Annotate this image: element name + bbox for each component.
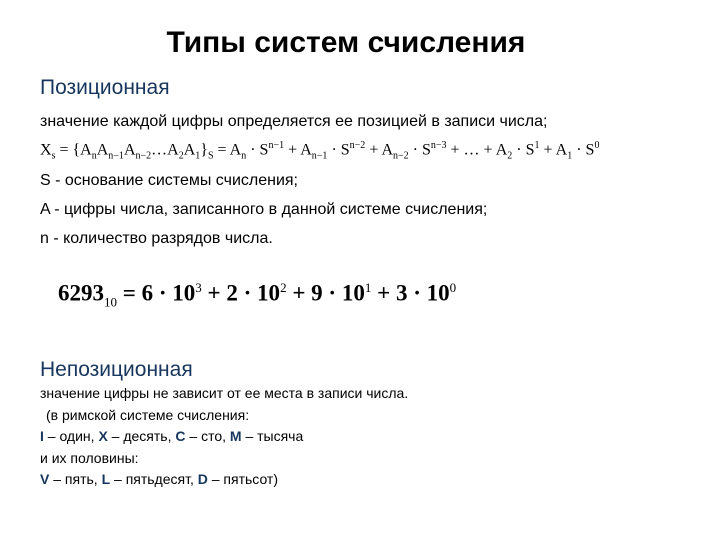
nonpositional-heading: Непозиционная [40, 358, 193, 381]
slide-title: Типы систем счисления [166, 26, 526, 59]
roman-intro: (в римской системе счисления: [46, 407, 250, 423]
roman-symbol: X [98, 428, 108, 444]
roman-symbol: V [40, 471, 50, 487]
roman-symbol: L [101, 471, 111, 487]
positional-formula: $X_s$ = $\{A_nA_{n-1}A_{n-2}\dots A_2A_1\}_S = A_n \cdot S^{n-1} + A_{n-1} \cdot S^{n-2} + A_{n-2} \cdot S^{n-3}$ + … + $A_2 \cdot S^1 + A_1 \cdot S^0$ [40, 140, 600, 162]
roman-halves-line: V – пять, L – пятьдесят, D – пятьсот) [40, 471, 279, 487]
definition-base: S - основание системы счисления; [40, 172, 298, 189]
definition-count: n - количество разрядов числа. [40, 230, 273, 247]
halves-label: и их половины: [40, 450, 139, 466]
roman-numerals-line: I – один, X – десять, C – сто, M – тысяча [40, 428, 304, 444]
example-expansion: $6293_{10} = 6 \cdot 10^3 + 2 \cdot 10^2 + 9 \cdot 10^1 + 3 \cdot 10^0$ [58, 280, 457, 310]
roman-symbol: D [197, 471, 208, 487]
roman-symbol: I [40, 428, 44, 444]
positional-heading: Позиционная [40, 76, 170, 99]
positional-description: значение каждой цифры определяется ее позицией в записи числа; [40, 113, 548, 130]
definition-digits: A - цифры числа, записанного в данной системе счисления; [40, 201, 488, 218]
roman-symbol: C [175, 428, 186, 444]
nonpositional-description: значение цифры не зависит от ее места в записи числа. [40, 385, 409, 401]
roman-symbol: M [229, 428, 242, 444]
